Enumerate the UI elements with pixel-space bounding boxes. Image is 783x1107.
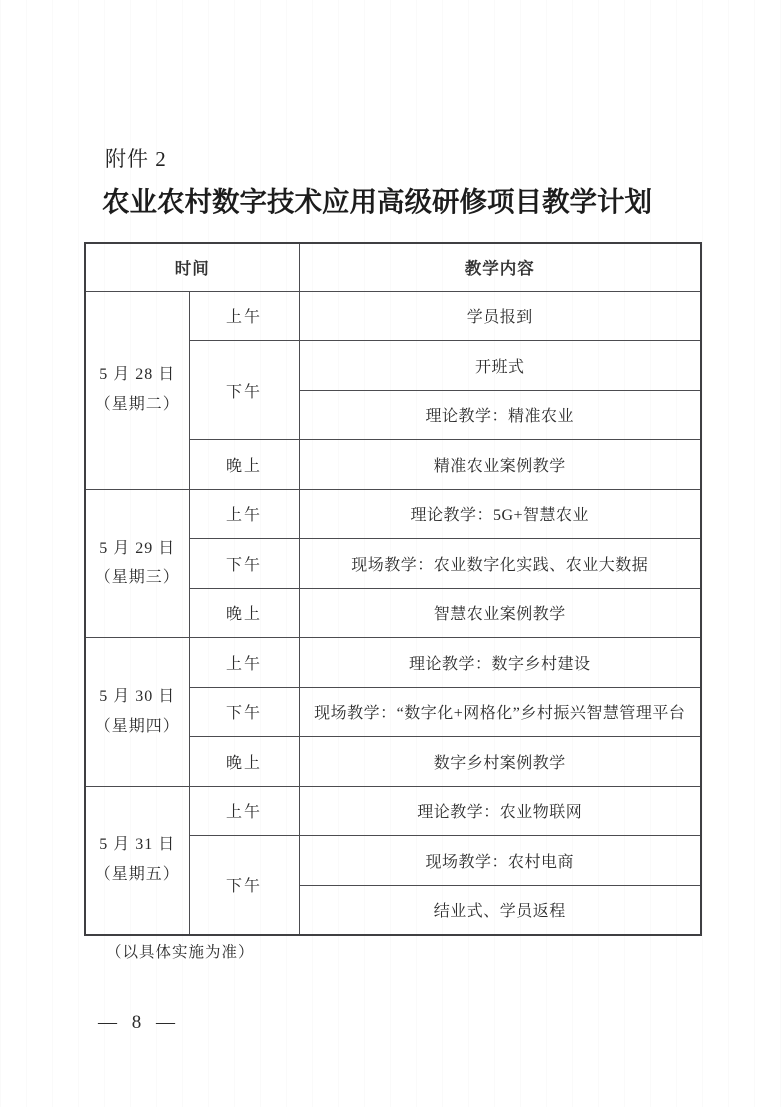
table-row xyxy=(85,489,701,539)
content-cell: 现场教学：农村电商 xyxy=(299,836,701,886)
content-cell: 理论教学：数字乡村建设 xyxy=(299,638,701,688)
period-cell: 下午 xyxy=(189,836,299,935)
schedule-table xyxy=(84,242,702,936)
content-cell: 理论教学：5G+智慧农业 xyxy=(299,489,701,539)
content-cell: 现场教学：“数字化+网格化”乡村振兴智慧管理平台 xyxy=(299,687,701,737)
date-text: 5 月 31 日 xyxy=(99,836,176,854)
content-cell: 理论教学：精准农业 xyxy=(299,390,701,440)
table-header-row xyxy=(85,243,701,291)
content-cell: 精准农业案例教学 xyxy=(299,440,701,490)
date-cell-day3 xyxy=(85,638,189,787)
content-cell: 现场教学：农业数字化实践、农业大数据 xyxy=(299,539,701,589)
weekday-text: （星期五） xyxy=(94,866,180,883)
period-cell: 下午 xyxy=(189,539,299,589)
attachment-label: 附件 2 xyxy=(105,147,167,171)
date-cell-day4 xyxy=(85,786,189,935)
date-text: 5 月 28 日 xyxy=(99,366,176,384)
table-row xyxy=(85,786,701,836)
weekday-text: （星期三） xyxy=(94,569,180,587)
date-text: 5 月 30 日 xyxy=(99,688,176,706)
date-cell-day2 xyxy=(85,489,189,638)
period-cell: 下午 xyxy=(189,687,299,737)
period-cell: 上午 xyxy=(189,489,299,539)
period-cell: 上午 xyxy=(189,786,299,836)
period-cell: 晚上 xyxy=(189,588,299,638)
content-cell: 智慧农业案例教学 xyxy=(299,588,701,638)
weekday-text: （星期二） xyxy=(94,396,180,413)
date-text: 5 月 29 日 xyxy=(99,539,176,557)
implementation-note: （以具体实施为准） xyxy=(106,944,255,961)
content-cell: 数字乡村案例教学 xyxy=(299,737,701,787)
date-cell-day1 xyxy=(85,291,189,489)
weekday-text: （星期四） xyxy=(94,717,180,735)
period-cell: 上午 xyxy=(189,291,299,341)
content-cell: 理论教学：农业物联网 xyxy=(299,786,701,836)
document-title: 农业农村数字技术应用高级研修项目教学计划 xyxy=(102,186,652,217)
content-cell: 开班式 xyxy=(299,341,701,391)
period-cell: 晚上 xyxy=(189,440,299,490)
header-time: 时间 xyxy=(85,243,299,291)
period-cell: 晚上 xyxy=(189,737,299,787)
header-content: 教学内容 xyxy=(299,243,701,291)
period-cell: 上午 xyxy=(189,638,299,688)
content-cell: 学员报到 xyxy=(299,291,701,341)
table-row xyxy=(85,638,701,688)
table-row xyxy=(85,291,701,341)
page-number: — 8 — xyxy=(98,1012,180,1033)
period-cell: 下午 xyxy=(189,341,299,440)
content-cell: 结业式、学员返程 xyxy=(299,885,701,935)
